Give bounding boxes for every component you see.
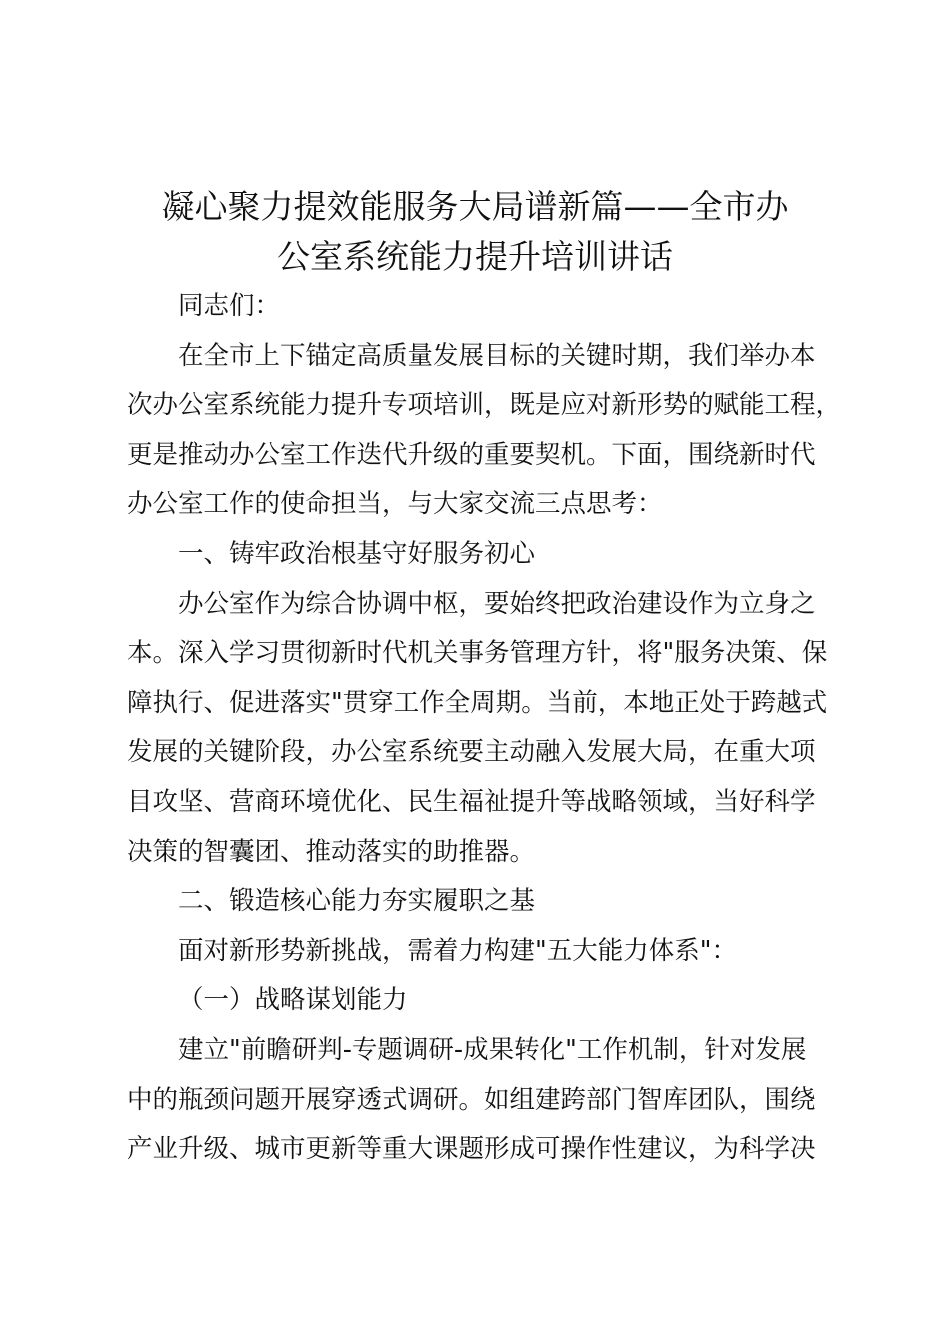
body-line: 更是推动办公室工作迭代升级的重要契机。下面，围绕新时代	[127, 439, 816, 470]
title-line-1: 凝心聚力提效能服务大局谱新篇——全市办	[161, 187, 789, 226]
document-title	[110, 182, 840, 282]
body-line: 二、锻造核心能力夯实履职之基	[178, 886, 536, 917]
body-line: 面对新形势新挑战，需着力构建"五大能力体系"：	[178, 935, 737, 966]
body-line: 本。深入学习贯彻新时代机关事务管理方针，将"服务决策、保	[127, 638, 828, 669]
body-line: 发展的关键阶段，办公室系统要主动融入发展大局，在重大项	[127, 737, 816, 768]
body-line: 同志们：	[178, 291, 281, 321]
body-line: 建立"前瞻研判-专题调研-成果转化"工作机制，针对发展	[178, 1034, 807, 1065]
title-line-2: 公室系统能力提升培训讲话	[277, 237, 673, 276]
body-line: 决策的智囊团、推动落实的助推器。	[127, 836, 536, 867]
document-body	[127, 282, 842, 1175]
body-line: 次办公室系统能力提升专项培训，既是应对新形势的赋能工程，	[127, 390, 842, 421]
body-line: 障执行、促进落实"贯穿工作全周期。当前，本地正处于跨越式	[127, 687, 828, 718]
body-line: 目攻坚、营商环境优化、民生福祉提升等战略领域，当好科学	[127, 786, 816, 817]
body-line: 办公室作为综合协调中枢，要始终把政治建设作为立身之	[178, 588, 816, 619]
body-line: 办公室工作的使命担当，与大家交流三点思考：	[127, 489, 663, 520]
body-line: 在全市上下锚定高质量发展目标的关键时期，我们举办本	[178, 340, 816, 371]
body-line: 一、铸牢政治根基守好服务初心	[178, 538, 536, 569]
body-line: 中的瓶颈问题开展穿透式调研。如组建跨部门智库团队，围绕	[127, 1084, 816, 1115]
body-line: （一）战略谋划能力	[178, 985, 408, 1016]
body-line: 产业升级、城市更新等重大课题形成可操作性建议，为科学决	[127, 1134, 816, 1165]
